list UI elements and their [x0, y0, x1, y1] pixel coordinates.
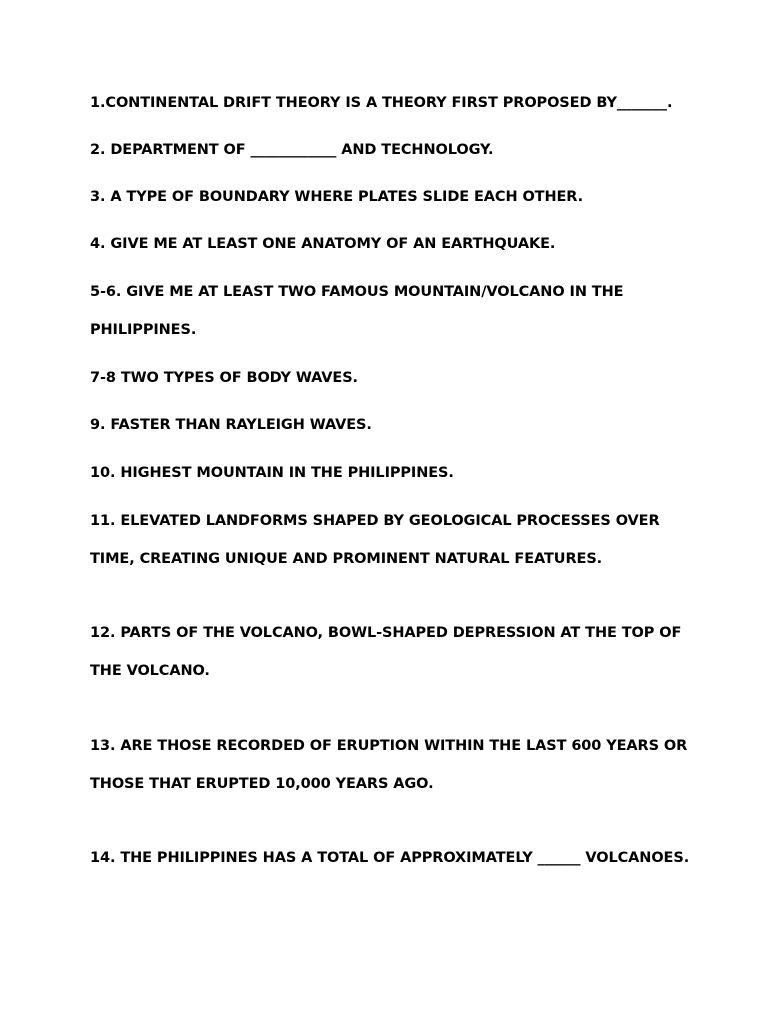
question-12-text: 12. PARTS OF THE VOLCANO, BOWL-SHAPED DEPRESSION AT THE TOP OF: [90, 625, 682, 641]
question-5-6-text: 5-6. GIVE ME AT LEAST TWO FAMOUS MOUNTAIN/VOLCANO IN THE: [90, 284, 624, 300]
question-14-text: 14. THE PHILIPPINES HAS A TOTAL OF APPROXIMATELY ______ VOLCANOES.: [90, 850, 690, 866]
question-13-text: 13. ARE THOSE RECORDED OF ERUPTION WITHIN THE LAST 600 YEARS OR: [90, 738, 688, 754]
question-7-8-text: 7-8 TWO TYPES OF BODY WAVES.: [90, 370, 358, 386]
question-3-text: 3. A TYPE OF BOUNDARY WHERE PLATES SLIDE EACH OTHER.: [90, 189, 584, 205]
question-10-text: 10. HIGHEST MOUNTAIN IN THE PHILIPPINES.: [90, 465, 454, 481]
question-11-text: 11. ELEVATED LANDFORMS SHAPED BY GEOLOGICAL PROCESSES OVER: [90, 513, 660, 529]
question-9-text: 9. FASTER THAN RAYLEIGH WAVES.: [90, 417, 372, 433]
question-1-text: 1.CONTINENTAL DRIFT THEORY IS A THEORY FIRST PROPOSED BY_______.: [90, 95, 673, 111]
question-5-6-text-cont: PHILIPPINES.: [90, 322, 197, 338]
question-12-text-cont: THE VOLCANO.: [90, 663, 210, 679]
question-11-text-cont: TIME, CREATING UNIQUE AND PROMINENT NATURAL FEATURES.: [90, 551, 603, 567]
question-2-text: 2. DEPARTMENT OF ____________ AND TECHNOLOGY.: [90, 142, 494, 158]
question-13-text-cont: THOSE THAT ERUPTED 10,000 YEARS AGO.: [90, 776, 434, 792]
question-4-text: 4. GIVE ME AT LEAST ONE ANATOMY OF AN EARTHQUAKE.: [90, 236, 556, 252]
